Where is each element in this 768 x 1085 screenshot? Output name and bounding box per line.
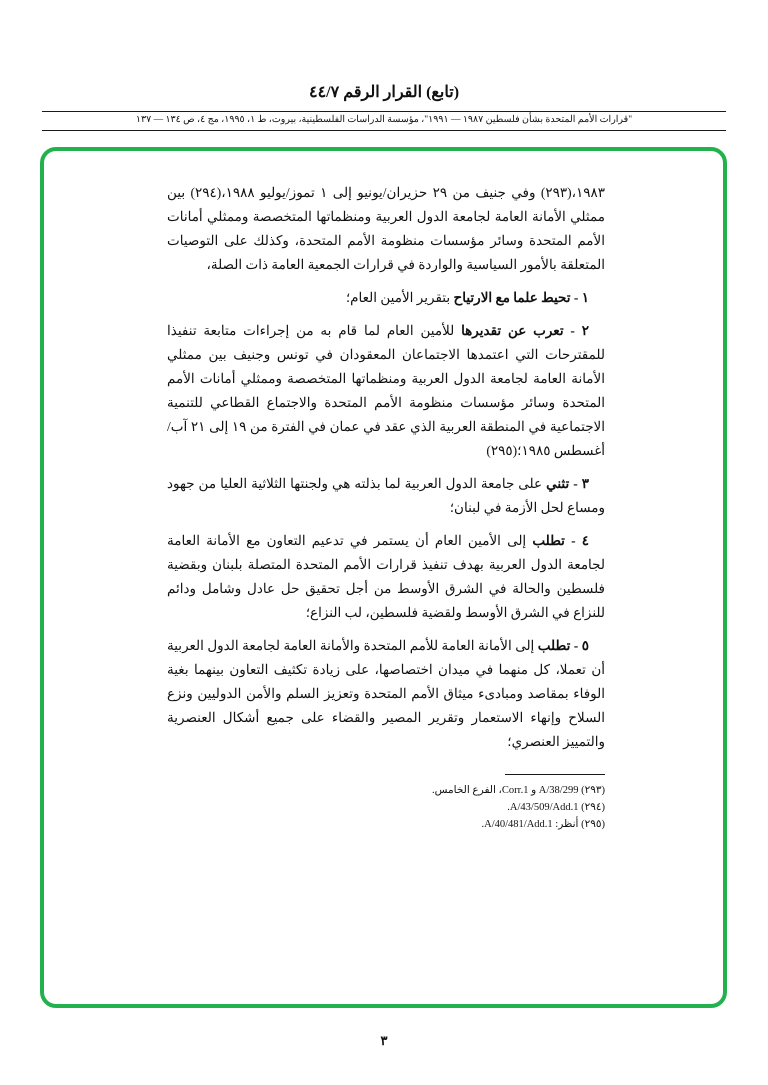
paragraph-item-2-lead: ٢ - تعرب عن تقديرها — [461, 323, 589, 338]
footnotes-section — [167, 774, 605, 833]
footnote-2: (٢٩٤) A/43/509/Add.1. — [507, 802, 605, 813]
paragraph-intro-text: ١٩٨٣،(٢٩٣) وفي جنيف من ٢٩ حزيران/يونيو إلى ١ تموز/يوليو ١٩٨٨،(٢٩٤) بين ممثلي الأمانة العامة لجامعة الدول العربية ومنظماتها المتخصصة وممثلي أمانات الأمم المتحدة وسائر مؤسسات منظومة الأمم المتحدة، وكذلك على التوصيات المتعلقة بالأمور السياسية والواردة في قرارات الجمعية العامة ذات الصلة، — [167, 185, 605, 272]
paragraph-item-5 — [167, 634, 605, 754]
paragraph-item-2-text: للأمين العام لما قام به من إجراءات متابعة تنفيذا للمقترحات التي اعتمدها الاجتماعان المعقودان في تونس وجنيف بين ممثلي الأمانة العامة لجامعة الدول العربية ومنظماتها المتخصصة وممثلي أمانات الأمم المتحدة وسائر مؤسسات منظومة الأمم المتحدة والاجتماع القطاعي للتنمية الاجتماعية في المنطقة العربية الذي عقد في عمان في الفترة من ١٩ إلى ٢١ آب/أغسطس ١٩٨٥؛(٢٩٥) — [167, 323, 605, 458]
footnote-separator — [505, 774, 605, 775]
page-title: (تابع) القرار الرقم ٤٤/٧ — [308, 84, 460, 101]
header-rule-bottom — [42, 130, 726, 131]
paragraph-item-1 — [167, 286, 605, 310]
paragraph-item-3-lead: ٣ - تثني — [546, 476, 590, 491]
page-number: ٣ — [380, 1033, 388, 1048]
paragraph-item-3-text: على جامعة الدول العربية لما بذلته هي ولجنتها الثلاثية العليا من جهود ومساع لحل الأزمة في لبنان؛ — [167, 476, 605, 515]
paragraph-item-1-text: بتقرير الأمين العام؛ — [345, 290, 454, 305]
paragraph-item-4 — [167, 529, 605, 625]
body-text-column — [167, 181, 605, 833]
paragraph-item-5-lead: ٥ - تطلب — [537, 638, 589, 653]
document-frame — [40, 147, 727, 1008]
footnote-1: (٢٩٣) A/38/299 و Corr.1، الفرع الخامس. — [432, 785, 605, 796]
paragraph-intro — [167, 181, 605, 277]
page-header — [42, 82, 726, 131]
paragraph-item-5-text: إلى الأمانة العامة للأمم المتحدة والأمانة العامة لجامعة الدول العربية أن تعملا، كل منهما في ميدان اختصاصها، على زيادة تكثيف التعاون بينهما بغية الوفاء بمقاصد ومبادىء ميثاق الأمم المتحدة وتعزيز السلم والأمن الدوليين ونزع السلاح وإنهاء الاستعمار وتقرير المصير والقضاء على جميع أشكال العنصرية والتمييز العنصري؛ — [167, 638, 605, 749]
paragraph-item-4-lead: ٤ - تطلب — [532, 533, 589, 548]
source-citation: "قرارات الأمم المتحدة بشأن فلسطين ١٩٨٧ — ١٩٩١"، مؤسسة الدراسات الفلسطينية، بيروت، ط ١، ١٩٩٥، مج ٤، ص ١٣٤ — ١٣٧ — [135, 115, 633, 125]
paragraph-item-4-text: إلى الأمين العام أن يستمر في تدعيم التعاون مع الأمانة العامة لجامعة الدول العربية بهدف تنفيذ قرارات الأمم المتحدة المتصلة بلبنان وبقضية فلسطين والحالة في الشرق الأوسط من أجل تحقيق حل عادل وشامل ودائم للنزاع في الشرق الأوسط ولقضية فلسطين، لب النزاع؛ — [167, 533, 605, 620]
paragraph-item-3 — [167, 472, 605, 520]
footnote-3: (٢٩٥) أنظر: A/40/481/Add.1. — [481, 819, 605, 830]
paragraph-item-1-lead: ١ - تحيط علما مع الارتياح — [453, 290, 589, 305]
paragraph-item-2 — [167, 319, 605, 463]
